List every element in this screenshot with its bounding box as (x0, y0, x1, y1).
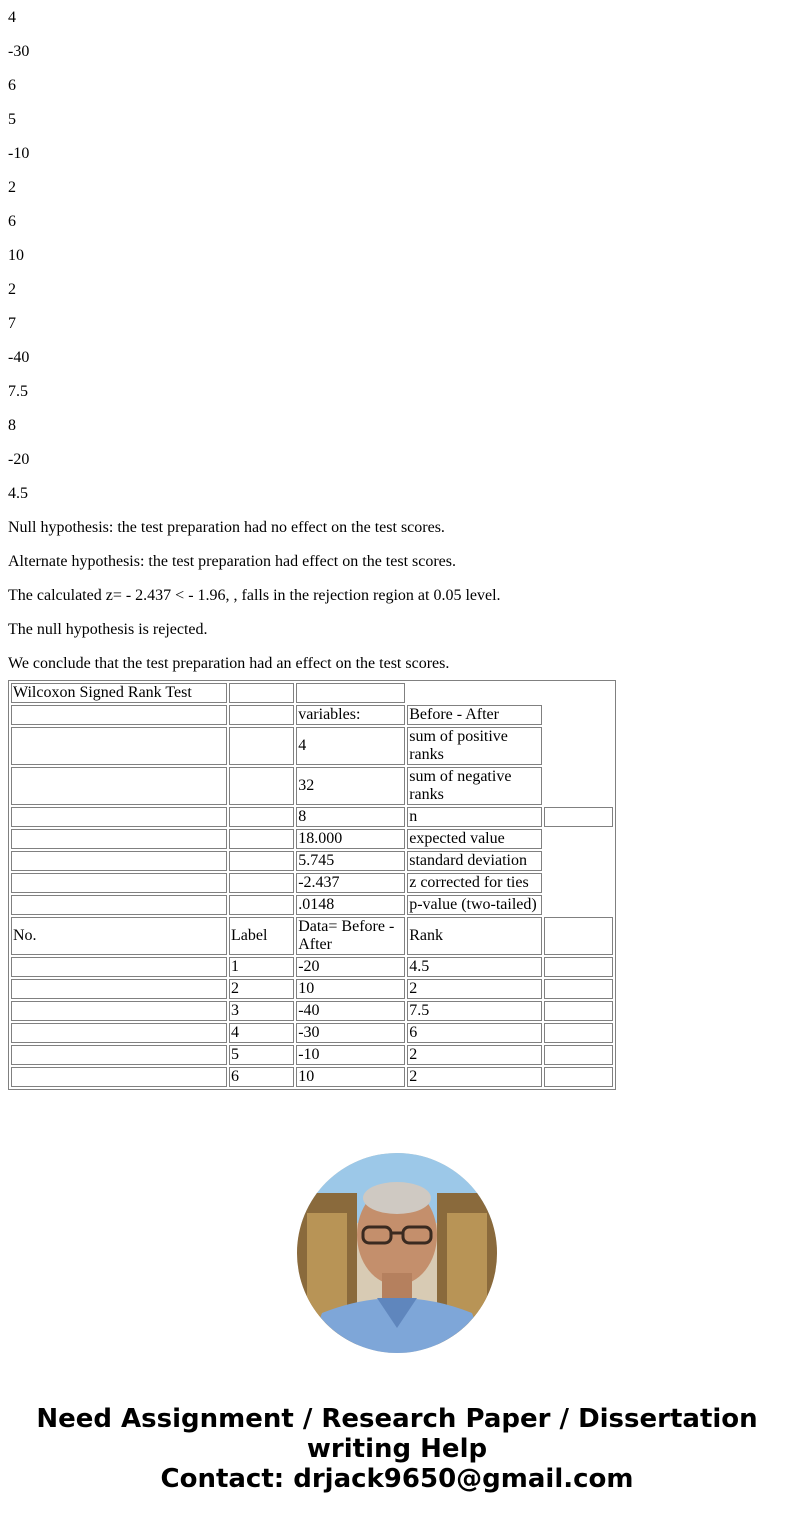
empty-cell (229, 873, 294, 893)
wilcoxon-table (8, 680, 616, 1090)
value-line: 5 (8, 111, 16, 128)
empty-cell (229, 895, 294, 915)
empty-cell (544, 727, 613, 765)
table-header-row (11, 917, 613, 955)
author-photo (297, 1153, 497, 1353)
table-row (11, 1045, 613, 1065)
value-line: -40 (8, 349, 30, 366)
table-row (11, 1001, 613, 1021)
row-data: -10 (296, 1045, 405, 1065)
empty-cell (544, 1045, 613, 1065)
summary-value: 18.000 (296, 829, 405, 849)
summary-label: standard deviation (407, 851, 541, 871)
empty-cell (229, 767, 294, 805)
variables-value: Before - After (407, 705, 541, 725)
empty-cell (11, 851, 227, 871)
table-row (11, 829, 613, 849)
value-line: 6 (8, 213, 16, 230)
empty-cell (11, 705, 227, 725)
empty-cell (11, 1023, 227, 1043)
row-label: 5 (229, 1045, 294, 1065)
row-label: 6 (229, 1067, 294, 1087)
empty-cell (229, 807, 294, 827)
table-row (11, 807, 613, 827)
summary-label: sum of positive ranks (407, 727, 541, 765)
empty-cell (229, 851, 294, 871)
row-label: 2 (229, 979, 294, 999)
footer-banner (0, 1404, 794, 1494)
value-line: 4.5 (8, 485, 28, 502)
table-title-row (11, 683, 613, 703)
summary-value: 32 (296, 767, 405, 805)
value-line: 6 (8, 77, 16, 94)
empty-cell (544, 851, 613, 871)
author-photo-image (297, 1153, 497, 1353)
empty-cell (11, 873, 227, 893)
empty-cell (11, 957, 227, 977)
empty-cell (544, 1023, 613, 1043)
empty-cell (544, 917, 613, 955)
row-data: 10 (296, 1067, 405, 1087)
footer-contact: Contact: drjack9650@gmail.com (160, 1464, 634, 1494)
table-row (11, 873, 613, 893)
empty-cell (11, 1045, 227, 1065)
value-line: 7 (8, 315, 16, 332)
table-title: Wilcoxon Signed Rank Test (11, 683, 227, 703)
header-data: Data= Before - After (296, 917, 405, 955)
summary-label: z corrected for ties (407, 873, 541, 893)
value-line: 8 (8, 417, 16, 434)
table-row (11, 979, 613, 999)
summary-label: sum of negative ranks (407, 767, 541, 805)
table-row (11, 895, 613, 915)
value-line: -10 (8, 145, 30, 162)
row-rank: 2 (407, 1045, 541, 1065)
empty-cell (544, 979, 613, 999)
empty-cell (544, 683, 613, 703)
header-no: No. (11, 917, 227, 955)
empty-cell (229, 829, 294, 849)
row-data: -20 (296, 957, 405, 977)
table-row (11, 705, 613, 725)
empty-cell (229, 683, 294, 703)
table-row (11, 767, 613, 805)
null-hypothesis: Null hypothesis: the test preparation had no effect on the test scores. (8, 519, 445, 536)
summary-value: 4 (296, 727, 405, 765)
summary-value: 8 (296, 807, 405, 827)
value-lines (8, 0, 786, 502)
empty-cell (229, 705, 294, 725)
calculated-z: The calculated z= - 2.437 < - 1.96, , falls in the rejection region at 0.05 level. (8, 587, 501, 604)
hypothesis-paragraphs (8, 502, 786, 672)
row-rank: 7.5 (407, 1001, 541, 1021)
row-data: -30 (296, 1023, 405, 1043)
empty-cell (11, 979, 227, 999)
row-rank: 2 (407, 979, 541, 999)
table-row (11, 851, 613, 871)
row-rank: 6 (407, 1023, 541, 1043)
empty-cell (229, 727, 294, 765)
empty-cell (11, 807, 227, 827)
empty-cell (544, 895, 613, 915)
table-row (11, 1067, 613, 1087)
empty-cell (544, 1067, 613, 1087)
empty-cell (11, 767, 227, 805)
row-data: -40 (296, 1001, 405, 1021)
footer-help-text: Need Assignment / Research Paper / Dissertation writing Help (36, 1404, 758, 1464)
empty-cell (544, 705, 613, 725)
summary-value: .0148 (296, 895, 405, 915)
empty-cell (544, 957, 613, 977)
empty-cell (11, 1001, 227, 1021)
empty-cell (544, 873, 613, 893)
row-label: 1 (229, 957, 294, 977)
empty-cell (296, 683, 405, 703)
value-line: 10 (8, 247, 24, 264)
row-label: 4 (229, 1023, 294, 1043)
value-line: -30 (8, 43, 30, 60)
row-rank: 2 (407, 1067, 541, 1087)
decision: The null hypothesis is rejected. (8, 621, 208, 638)
empty-cell (11, 727, 227, 765)
empty-cell (11, 895, 227, 915)
row-rank: 4.5 (407, 957, 541, 977)
value-line: 7.5 (8, 383, 28, 400)
value-line: 4 (8, 9, 16, 26)
summary-value: -2.437 (296, 873, 405, 893)
empty-cell (544, 767, 613, 805)
row-data: 10 (296, 979, 405, 999)
summary-value: 5.745 (296, 851, 405, 871)
value-line: -20 (8, 451, 30, 468)
table-row (11, 957, 613, 977)
empty-cell (11, 1067, 227, 1087)
empty-cell (544, 1001, 613, 1021)
summary-label: p-value (two-tailed) (407, 895, 541, 915)
variables-label: variables: (296, 705, 405, 725)
alternate-hypothesis: Alternate hypothesis: the test preparation had effect on the test scores. (8, 553, 456, 570)
empty-cell (11, 829, 227, 849)
empty-cell (544, 807, 613, 827)
header-label: Label (229, 917, 294, 955)
conclusion: We conclude that the test preparation had an effect on the test scores. (8, 655, 450, 672)
header-rank: Rank (407, 917, 541, 955)
summary-label: expected value (407, 829, 541, 849)
row-label: 3 (229, 1001, 294, 1021)
value-line: 2 (8, 179, 16, 196)
document-content (8, 0, 786, 1090)
table-row (11, 1023, 613, 1043)
table-row (11, 727, 613, 765)
empty-cell (407, 683, 541, 703)
summary-label: n (407, 807, 541, 827)
value-line: 2 (8, 281, 16, 298)
empty-cell (544, 829, 613, 849)
